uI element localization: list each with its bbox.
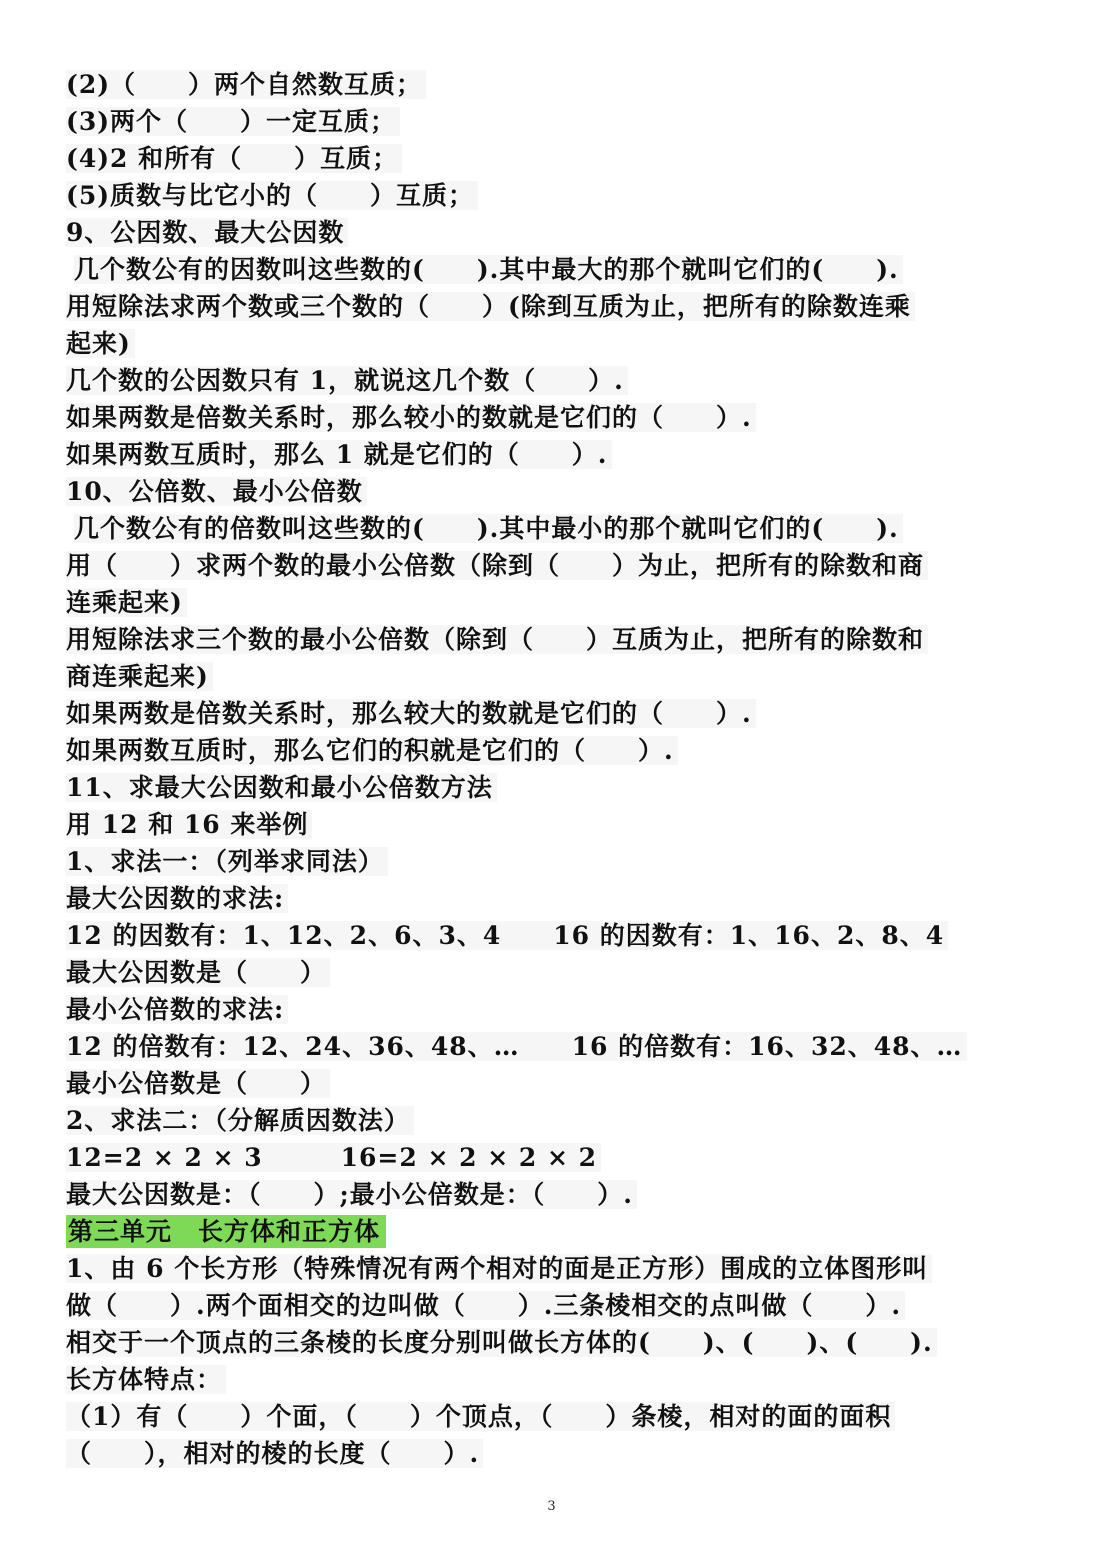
text-line xyxy=(66,436,1056,473)
text-line xyxy=(66,288,1056,325)
text-line-content: 相交于一个顶点的三条棱的长度分别叫做长方体的( )、( )、( ). xyxy=(66,1328,937,1357)
text-line xyxy=(66,362,1056,399)
text-line-content: （ ），相对的棱的长度（ ）. xyxy=(66,1439,483,1468)
document-body xyxy=(66,66,1056,1472)
text-line-content: 11、求最大公因数和最小公倍数方法 xyxy=(66,773,497,802)
text-line xyxy=(66,621,1056,658)
text-line xyxy=(66,954,1056,991)
text-line-content: 如果两数是倍数关系时，那么较小的数就是它们的（ ）. xyxy=(66,403,756,432)
text-line-content: 连乘起来) xyxy=(66,588,187,617)
text-line xyxy=(66,1287,1056,1324)
text-line-content: 最小公倍数是（ ） xyxy=(66,1069,330,1098)
text-line-content: 12 的因数有：1、12、2、6、3、4 16 的因数有：1、16、2、8、4 xyxy=(66,921,948,950)
text-line-content: 用 12 和 16 来举例 xyxy=(66,810,312,839)
text-line-content: (5)质数与比它小的（ ）互质； xyxy=(66,181,478,210)
text-line-content: 1、由 6 个长方形（特殊情况有两个相对的面是正方形）围成的立体图形叫 xyxy=(66,1254,932,1283)
text-line-content: (2)（ ）两个自然数互质； xyxy=(66,70,426,99)
text-line xyxy=(66,1065,1056,1102)
text-line xyxy=(66,66,1056,103)
text-line xyxy=(66,547,1056,584)
text-line xyxy=(66,399,1056,436)
text-line xyxy=(66,584,1056,621)
text-line xyxy=(66,732,1056,769)
text-line xyxy=(66,140,1056,177)
text-line xyxy=(66,103,1056,140)
text-line xyxy=(66,806,1056,843)
text-line-content: 2、求法二：（分解质因数法） xyxy=(66,1106,414,1135)
text-line xyxy=(66,325,1056,362)
text-line-content: (4)2 和所有（ ）互质； xyxy=(66,144,402,173)
text-line-content: 最大公因数是：（ ）;最小公倍数是：（ ）. xyxy=(66,1180,637,1209)
text-line xyxy=(66,473,1056,510)
text-line-content: 第三单元 长方体和正方体 xyxy=(66,1215,386,1248)
page-number: 3 xyxy=(547,1499,556,1514)
text-line-content: 用短除法求两个数或三个数的（ ）(除到互质为止，把所有的除数连乘 xyxy=(66,292,915,321)
text-line xyxy=(66,1398,1056,1435)
text-line-content: 12=2 × 2 × 3 16=2 × 2 × 2 × 2 xyxy=(66,1143,601,1172)
text-line xyxy=(66,1361,1056,1398)
text-line xyxy=(66,1250,1056,1287)
text-line-content: 如果两数是倍数关系时，那么较大的数就是它们的（ ）. xyxy=(66,699,756,728)
text-line-content: 几个数公有的倍数叫这些数的( ).其中最小的那个就叫它们的( ). xyxy=(74,514,903,543)
text-line-content: 如果两数互质时，那么它们的积就是它们的（ ）. xyxy=(66,736,678,765)
text-line-content: 起来) xyxy=(66,329,135,358)
text-line-content: 12 的倍数有：12、24、36、48、… 16 的倍数有：16、32、48、… xyxy=(66,1032,967,1061)
text-line-content: 如果两数互质时，那么 1 就是它们的（ ）. xyxy=(66,440,612,469)
text-line xyxy=(66,880,1056,917)
text-line-content: 1、求法一：（列举求同法） xyxy=(66,847,388,876)
text-line xyxy=(66,1176,1056,1213)
text-line xyxy=(66,1028,1056,1065)
text-line xyxy=(66,695,1056,732)
text-line-content: 用短除法求三个数的最小公倍数（除到（ ）互质为止，把所有的除数和 xyxy=(66,625,928,654)
text-line-content: (3)两个（ ）一定互质； xyxy=(66,107,400,136)
text-line-content: 用（ ）求两个数的最小公倍数（除到（ ）为止，把所有的除数和商 xyxy=(66,551,928,580)
text-line-content: 9、公因数、最大公因数 xyxy=(66,218,348,247)
text-line xyxy=(66,214,1056,251)
text-line-content: 最大公因数是（ ） xyxy=(66,958,330,987)
text-line-content: 商连乘起来) xyxy=(66,662,213,691)
text-line-content: 长方体特点： xyxy=(66,1365,226,1394)
text-line xyxy=(66,991,1056,1028)
text-line xyxy=(66,1324,1056,1361)
text-line-content: 10、公倍数、最小公倍数 xyxy=(66,477,367,506)
text-line xyxy=(66,251,1056,288)
text-line-content: 几个数的公因数只有 1，就说这几个数（ ）. xyxy=(66,366,628,395)
text-line-content: 做（ ）.两个面相交的边叫做（ ）.三条棱相交的点叫做（ ）. xyxy=(66,1291,905,1320)
text-line xyxy=(66,510,1056,547)
text-line xyxy=(66,1102,1056,1139)
text-line xyxy=(66,769,1056,806)
text-line-content: 最大公因数的求法: xyxy=(66,884,288,913)
text-line xyxy=(66,177,1056,214)
text-line xyxy=(66,658,1056,695)
text-line xyxy=(66,843,1056,880)
text-line xyxy=(66,917,1056,954)
text-line-content: 几个数公有的因数叫这些数的( ).其中最大的那个就叫它们的( ). xyxy=(74,255,903,284)
text-line-content: 最小公倍数的求法: xyxy=(66,995,288,1024)
section-heading xyxy=(66,1213,1056,1250)
text-line xyxy=(66,1139,1056,1176)
text-line xyxy=(66,1435,1056,1472)
text-line-content: （1）有（ ）个面，（ ）个顶点，（ ）条棱，相对的面的面积 xyxy=(66,1402,895,1431)
